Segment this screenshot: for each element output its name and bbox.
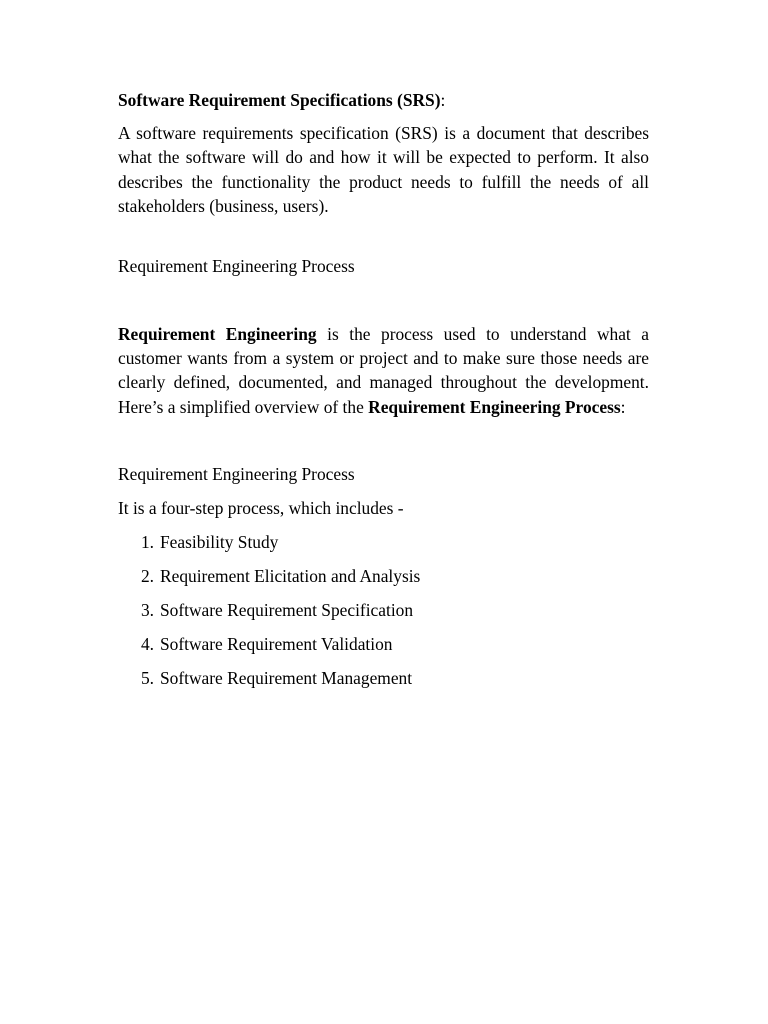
srs-heading — [118, 88, 649, 112]
steps-intro: It is a four-step process, which includes - — [118, 498, 404, 519]
list-item-number: 4. — [140, 634, 154, 655]
srs-title-colon: : — [440, 90, 446, 110]
list-item — [118, 598, 649, 632]
list-item-number: 5. — [140, 668, 154, 689]
re-heading-second: Requirement Engineering Process — [118, 464, 355, 485]
list-item-label: Software Requirement Validation — [160, 634, 393, 655]
re-heading-first: Requirement Engineering Process — [118, 255, 355, 276]
list-item-label: Feasibility Study — [160, 532, 279, 553]
re-intro-text: is the process used to understand what a customer wants from a system or project and to make sure those needs are clearly defined, documented, and managed throughout the development. Here’s a simplified overview of the — [118, 323, 649, 417]
re-intro-bold-process: Requirement Engineering Process — [368, 396, 621, 417]
srs-paragraph: A software requirements specification (SRS) is a document that describes what the software will do and how it will be expected to perform. It also describes the functionality the product needs to fulfill the needs of all stakeholders (business, users). — [118, 123, 649, 217]
re-intro-bold-term: Requirement Engineering — [118, 323, 317, 344]
list-item — [118, 564, 649, 598]
re-intro-paragraph — [118, 322, 649, 420]
list-item — [118, 666, 649, 700]
list-item — [118, 632, 649, 666]
re-intro-colon: : — [620, 396, 626, 417]
list-item-number: 1. — [140, 532, 154, 553]
list-item — [118, 530, 649, 564]
list-item-label: Software Requirement Specification — [160, 600, 414, 621]
steps-list — [118, 530, 649, 700]
list-item-number: 2. — [140, 566, 154, 587]
srs-title: Software Requirement Specifications (SRS) — [118, 90, 441, 110]
list-item-label: Software Requirement Management — [160, 668, 413, 689]
list-item-number: 3. — [140, 600, 154, 621]
list-item-label: Requirement Elicitation and Analysis — [160, 566, 421, 587]
document-body — [118, 88, 649, 700]
